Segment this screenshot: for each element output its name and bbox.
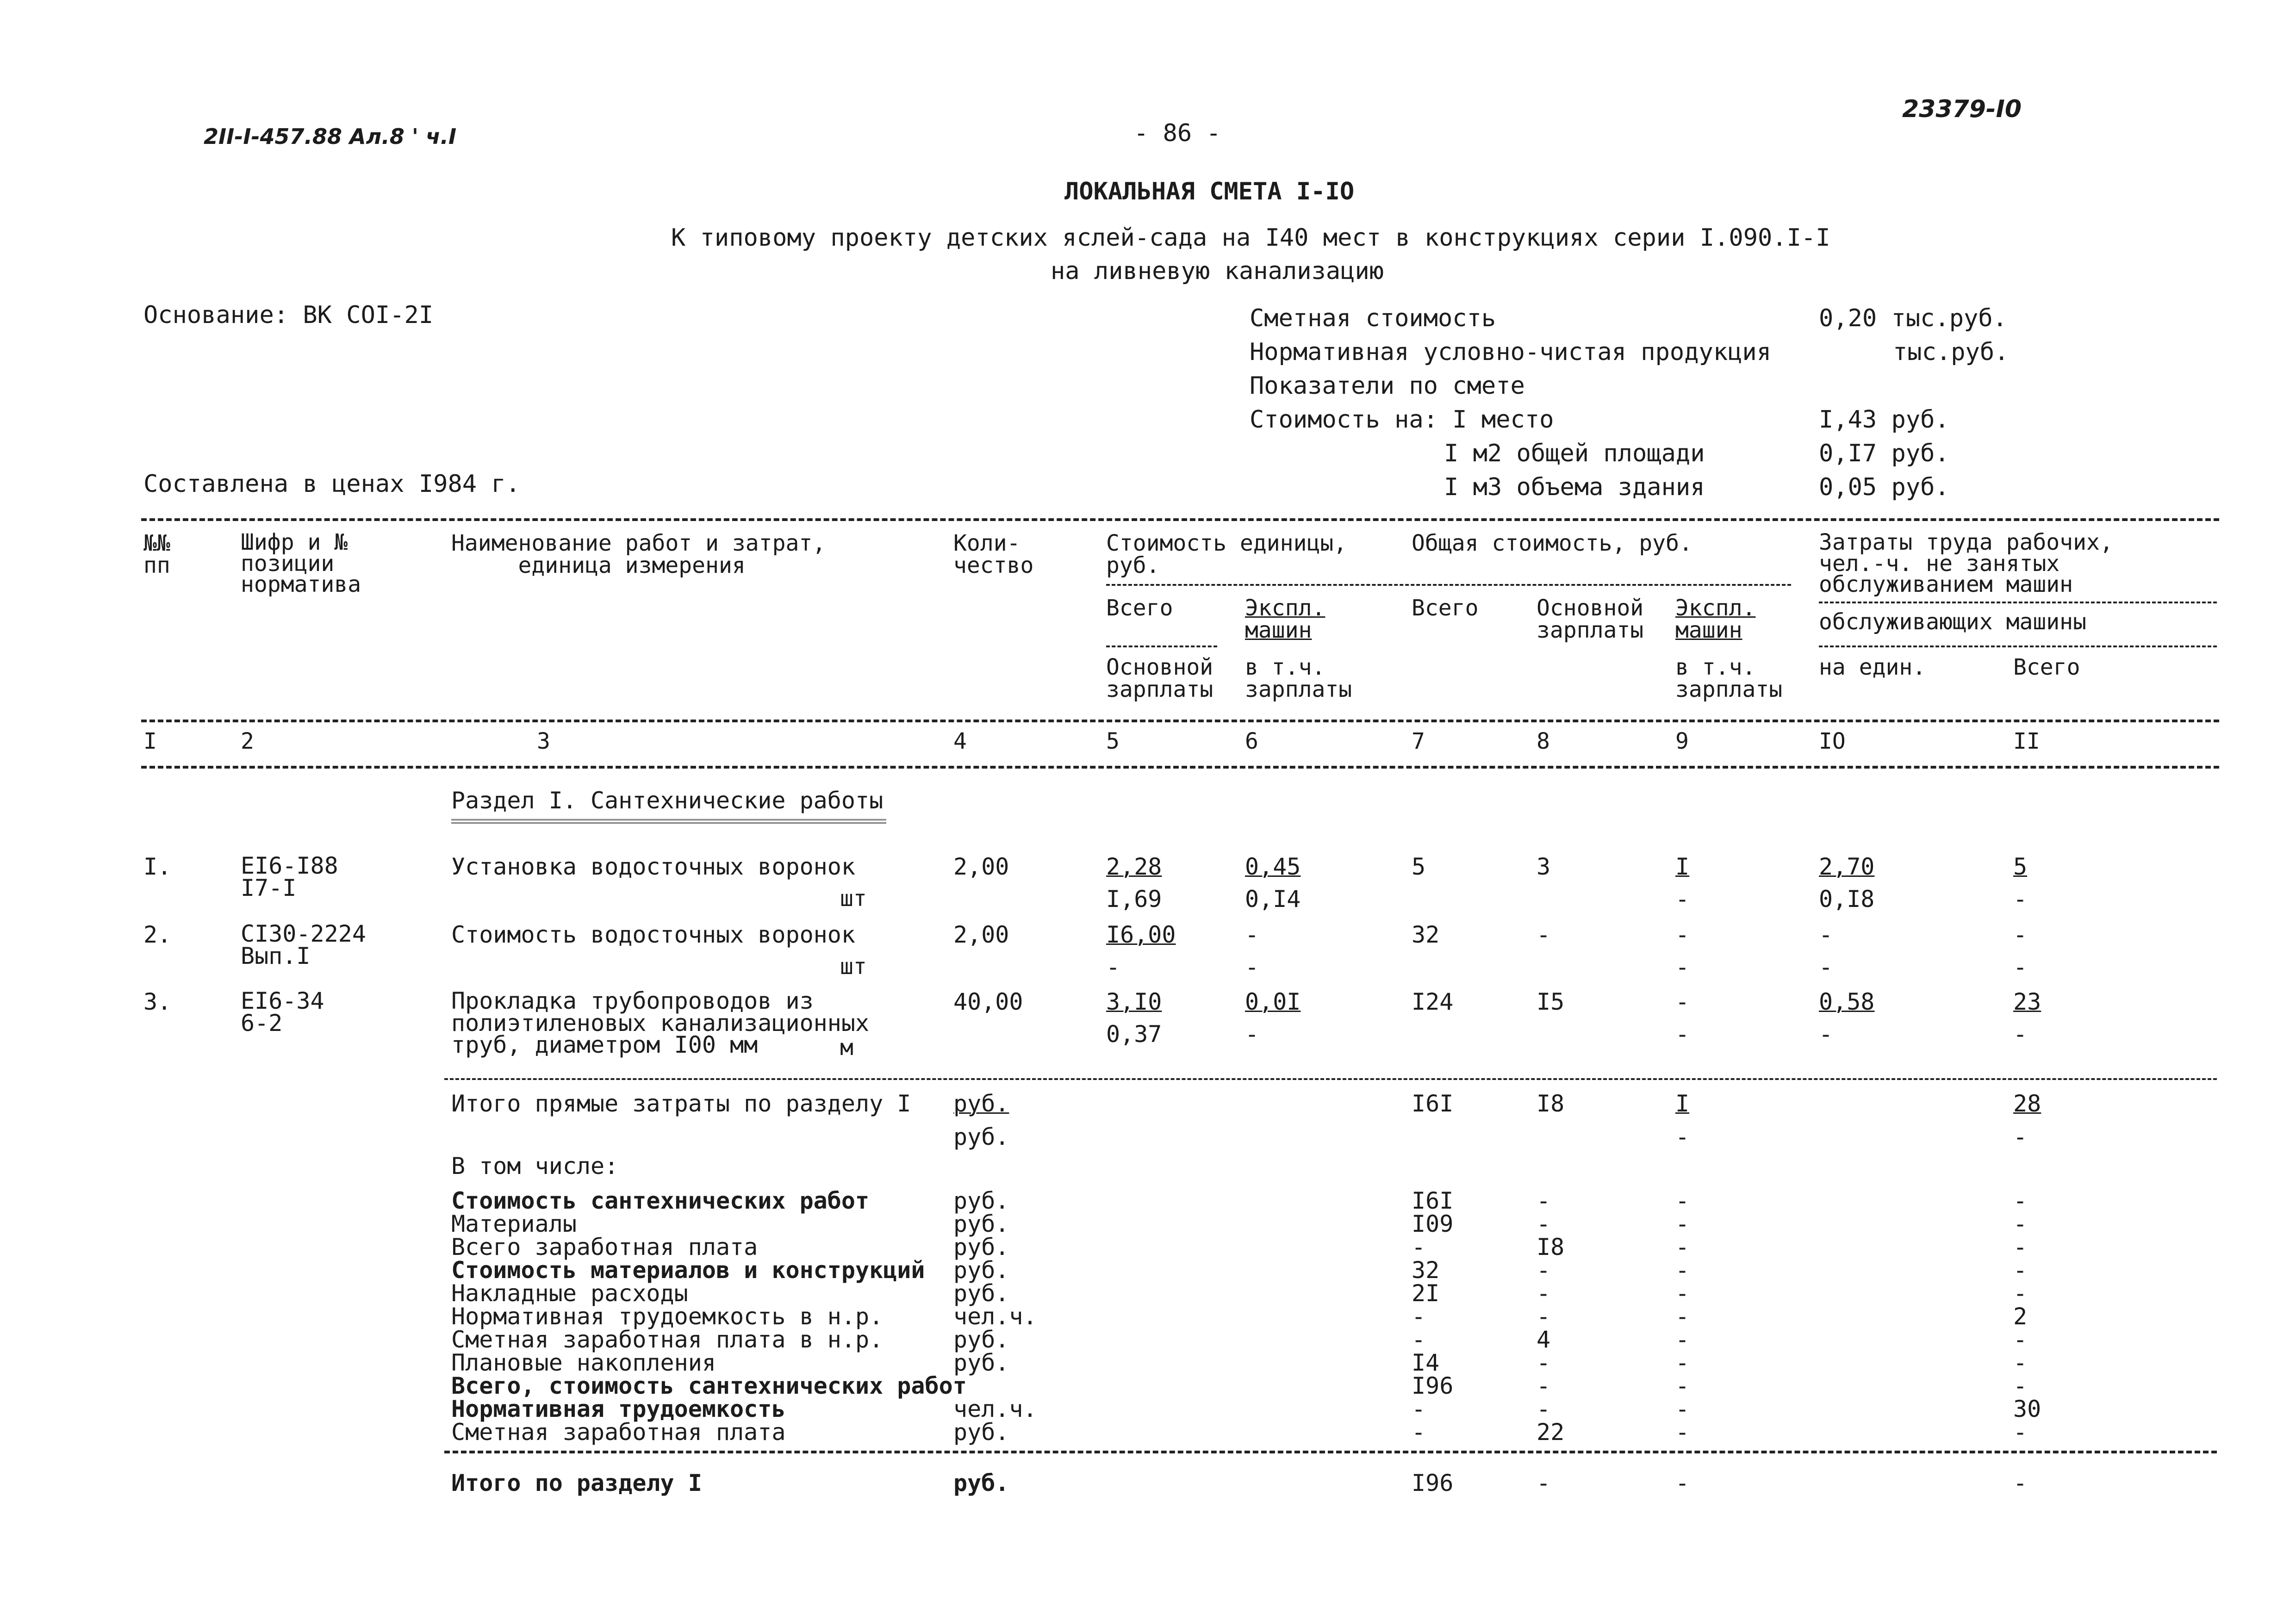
col-header-7: Всего xyxy=(1412,595,1479,621)
col-header-6-bottom: в т.ч. зарплаты xyxy=(1245,654,1352,702)
table-rule xyxy=(444,1451,2217,1453)
detail-labor: - xyxy=(2013,1234,2028,1260)
detail-label: Накладные расходы xyxy=(451,1280,688,1307)
row-unit-total: 2,28 xyxy=(1106,853,1162,880)
header-sub-rule xyxy=(1819,602,2217,603)
row-number: 3. xyxy=(143,988,172,1015)
detail-machines: - xyxy=(1675,1280,1690,1307)
basis: Основание: ВК СОI-2I xyxy=(143,301,434,329)
detail-unit: руб. xyxy=(953,1234,1009,1260)
row-code: СI30-2224 Вып.I xyxy=(241,920,366,969)
detail-labor: - xyxy=(2013,1419,2028,1446)
detail-unit: руб. xyxy=(953,1187,1009,1214)
col-number: IO xyxy=(1819,728,1846,754)
summary-label: I м2 общей площади xyxy=(1444,440,1705,467)
detail-machines: - xyxy=(1675,1349,1690,1376)
detail-label: Плановые накопления xyxy=(451,1349,716,1376)
row-number: I. xyxy=(143,853,172,880)
row-total: I24 xyxy=(1412,988,1454,1015)
detail-machines: - xyxy=(1675,1303,1690,1330)
row-name: Прокладка трубопроводов из полиэтиленовых канализационных труб, диаметром I00 мм xyxy=(451,987,870,1058)
detail-unit: чел.ч. xyxy=(953,1303,1037,1330)
row-unit-wage: 0,37 xyxy=(1106,1021,1162,1048)
detail-label: Сметная заработная плата xyxy=(451,1419,786,1446)
col-number: II xyxy=(2013,728,2040,754)
estimate-title: ЛОКАЛЬНАЯ СМЕТА I-IO xyxy=(1064,178,1355,205)
detail-wage: I8 xyxy=(1537,1234,1565,1260)
section-total-machines: - xyxy=(1675,1470,1690,1496)
detail-cost: I4 xyxy=(1412,1349,1440,1376)
col-header-labor-sub: обслуживающих машины xyxy=(1819,609,2086,635)
row-unit-machine-wage: - xyxy=(1245,954,1259,981)
col-number: 3 xyxy=(537,728,550,754)
detail-cost: 2I xyxy=(1412,1280,1440,1307)
col-header-9-top: Экспл. машин xyxy=(1675,595,1756,643)
header-sub-rule xyxy=(1106,584,1791,586)
section-total-wage: - xyxy=(1537,1470,1551,1496)
detail-labor: - xyxy=(2013,1349,2028,1376)
col-number: I xyxy=(143,728,157,754)
detail-labor: 30 xyxy=(2013,1396,2041,1422)
row-labor-total-machines: - xyxy=(2013,954,2028,981)
row-total-wage: 3 xyxy=(1537,853,1551,880)
row-total-machines: - xyxy=(1675,921,1690,948)
col-header-labor: Затраты труда рабочих, чел.-ч. не занятых обслуживанием машин xyxy=(1819,529,2113,598)
detail-label: Сметная заработная плата в н.р. xyxy=(451,1326,884,1353)
row-total-machine-wage: - xyxy=(1675,886,1690,912)
detail-machines: - xyxy=(1675,1234,1690,1260)
row-labor-unit: - xyxy=(1819,921,1833,948)
detail-labor: 2 xyxy=(2013,1303,2028,1330)
col-number: 6 xyxy=(1245,728,1258,754)
row-unit-machines: - xyxy=(1245,921,1259,948)
row-unit-wage: I,69 xyxy=(1106,886,1162,912)
detail-wage: - xyxy=(1537,1280,1551,1307)
col-number: 7 xyxy=(1412,728,1425,754)
row-unit: шт xyxy=(840,954,867,980)
row-labor-unit: 0,58 xyxy=(1819,988,1875,1015)
row-quantity: 2,00 xyxy=(953,853,1009,880)
col-number: 9 xyxy=(1675,728,1689,754)
total-direct-machines: I xyxy=(1675,1090,1690,1117)
row-unit-machines: 0,45 xyxy=(1245,853,1301,880)
row-unit-machine-wage: 0,I4 xyxy=(1245,886,1301,912)
detail-wage: - xyxy=(1537,1187,1551,1214)
total-direct-labor: 28 xyxy=(2013,1090,2041,1117)
summary-value: 0,I7 руб. xyxy=(1819,440,1949,467)
row-name: Установка водосточных воронок xyxy=(451,853,855,880)
total-direct-unit: руб. xyxy=(953,1123,1009,1150)
row-quantity: 40,00 xyxy=(953,988,1023,1015)
row-total-machines: - xyxy=(1675,988,1690,1015)
table-rule xyxy=(444,1078,2217,1080)
row-unit: м xyxy=(840,1035,853,1061)
col-header-name: Наименование работ и затрат, единица измерения xyxy=(451,530,826,578)
detail-labor: - xyxy=(2013,1257,2028,1284)
detail-labor: - xyxy=(2013,1187,2028,1214)
row-labor-total: 5 xyxy=(2013,853,2028,880)
detail-unit: руб. xyxy=(953,1326,1009,1353)
section-total-cost: I96 xyxy=(1412,1470,1454,1496)
detail-wage: 22 xyxy=(1537,1419,1565,1446)
col-header-9-bottom: в т.ч. зарплаты xyxy=(1675,654,1783,702)
section-total-unit: руб. xyxy=(953,1470,1009,1496)
summary-label: Сметная стоимость xyxy=(1250,304,1496,332)
col-number: 2 xyxy=(241,728,254,754)
detail-wage: - xyxy=(1537,1396,1551,1422)
summary-label: Нормативная условно-чистая продукция xyxy=(1250,338,1772,366)
detail-unit: руб. xyxy=(953,1419,1009,1446)
col-header-11: Всего xyxy=(2013,654,2080,680)
row-total-wage: I5 xyxy=(1537,988,1565,1015)
row-total: 5 xyxy=(1412,853,1426,880)
section-title: Раздел I. Сантехнические работы xyxy=(451,787,884,814)
detail-machines: - xyxy=(1675,1419,1690,1446)
detail-cost: - xyxy=(1412,1326,1426,1353)
estimate-subtitle-2: на ливневую канализацию xyxy=(1051,257,1384,285)
detail-wage: - xyxy=(1537,1349,1551,1376)
detail-unit: руб. xyxy=(953,1210,1009,1237)
detail-wage: - xyxy=(1537,1372,1551,1399)
detail-machines: - xyxy=(1675,1210,1690,1237)
row-labor-unit-machines: - xyxy=(1819,1021,1833,1048)
detail-labor: - xyxy=(2013,1280,2028,1307)
header-sub-rule xyxy=(1819,646,2217,647)
summary-label: I м3 объема здания xyxy=(1444,473,1705,501)
summary-value: тыс.руб. xyxy=(1893,338,2009,366)
col-header-5-bottom: Основной зарплаты xyxy=(1106,654,1213,702)
detail-wage: - xyxy=(1537,1303,1551,1330)
row-code: ЕI6-34 6-2 xyxy=(241,987,324,1037)
section-total-labor: - xyxy=(2013,1470,2028,1496)
document-code: 2II-I-457.88 Ал.8 ' ч.I xyxy=(204,124,457,149)
detail-label: Материалы xyxy=(451,1210,577,1237)
row-total-machines: I xyxy=(1675,853,1690,880)
col-header-10: на един. xyxy=(1819,654,1926,680)
detail-machines: - xyxy=(1675,1187,1690,1214)
summary-label: Показатели по смете xyxy=(1250,372,1525,400)
row-labor-total: 23 xyxy=(2013,988,2041,1015)
prices-year: Составлена в ценах I984 г. xyxy=(143,470,520,498)
page-number: - 86 - xyxy=(1134,119,1221,147)
header-sub-rule xyxy=(1106,646,1217,647)
detail-label: Всего заработная плата xyxy=(451,1234,758,1260)
col-header-total-cost: Общая стоимость, руб. xyxy=(1412,530,1692,556)
row-total-machine-wage: - xyxy=(1675,954,1690,981)
detail-label: Нормативная трудоемкость xyxy=(451,1396,786,1422)
row-unit-machine-wage: - xyxy=(1245,1021,1259,1048)
table-top-rule xyxy=(141,518,2219,521)
detail-cost: - xyxy=(1412,1419,1426,1446)
detail-label: Всего, стоимость сантехнических работ xyxy=(451,1372,967,1399)
detail-unit: руб. xyxy=(953,1257,1009,1284)
total-direct-label: Итого прямые затраты по разделу I xyxy=(451,1090,911,1117)
row-labor-total-machines: - xyxy=(2013,1021,2028,1048)
row-unit-machines: 0,0I xyxy=(1245,988,1301,1015)
detail-labor: - xyxy=(2013,1210,2028,1237)
detail-machines: - xyxy=(1675,1396,1690,1422)
summary-value: 0,20 тыс.руб. xyxy=(1819,304,2007,332)
total-direct-unit: руб. xyxy=(953,1090,1009,1117)
row-unit-total: I6,00 xyxy=(1106,921,1176,948)
summary-value: 0,05 руб. xyxy=(1819,473,1949,501)
total-direct-machine-wage: - xyxy=(1675,1123,1690,1150)
row-unit: шт xyxy=(840,886,867,912)
detail-machines: - xyxy=(1675,1257,1690,1284)
col-header-6-top: Экспл. машин xyxy=(1245,595,1325,643)
col-number: 5 xyxy=(1106,728,1120,754)
detail-label: Стоимость сантехнических работ xyxy=(451,1187,870,1214)
row-labor-unit-machines: - xyxy=(1819,954,1833,981)
detail-wage: - xyxy=(1537,1257,1551,1284)
summary-label: Стоимость на: I место xyxy=(1250,406,1554,434)
including-label: В том числе: xyxy=(451,1153,619,1179)
detail-labor: - xyxy=(2013,1326,2028,1353)
row-unit-wage: - xyxy=(1106,954,1120,981)
detail-wage: 4 xyxy=(1537,1326,1551,1353)
row-labor-total-machines: - xyxy=(2013,886,2028,912)
row-labor-total: - xyxy=(2013,921,2028,948)
detail-unit: руб. xyxy=(953,1349,1009,1376)
row-unit-total: 3,I0 xyxy=(1106,988,1162,1015)
col-header-number: №№ пп xyxy=(143,530,170,578)
section-title-underline xyxy=(451,819,886,824)
detail-label: Нормативная трудоемкость в н.р. xyxy=(451,1303,884,1330)
detail-cost: I09 xyxy=(1412,1210,1454,1237)
col-header-quantity: Коли- чество xyxy=(953,530,1034,578)
col-number: 4 xyxy=(953,728,967,754)
detail-cost: - xyxy=(1412,1396,1426,1422)
total-direct-cost: I6I xyxy=(1412,1090,1454,1117)
row-code: ЕI6-I88 I7-I xyxy=(241,852,338,901)
row-total-machine-wage: - xyxy=(1675,1021,1690,1048)
col-header-8: Основной зарплаты xyxy=(1537,595,1644,643)
col-header-code: Шифр и № позиции норматива xyxy=(241,529,361,598)
detail-unit: чел.ч. xyxy=(953,1396,1037,1422)
detail-cost: 32 xyxy=(1412,1257,1440,1284)
detail-cost: - xyxy=(1412,1303,1426,1330)
row-quantity: 2,00 xyxy=(953,921,1009,948)
row-total-wage: - xyxy=(1537,921,1551,948)
col-number: 8 xyxy=(1537,728,1550,754)
detail-unit: руб. xyxy=(953,1280,1009,1307)
detail-cost: I96 xyxy=(1412,1372,1454,1399)
detail-labor: - xyxy=(2013,1372,2028,1399)
total-direct-labor-machines: - xyxy=(2013,1123,2028,1150)
summary-value: I,43 руб. xyxy=(1819,406,1949,434)
row-labor-unit-machines: 0,I8 xyxy=(1819,886,1875,912)
total-direct-wage: I8 xyxy=(1537,1090,1565,1117)
detail-cost: I6I xyxy=(1412,1187,1454,1214)
section-total-label: Итого по разделу I xyxy=(451,1470,702,1496)
table-rule xyxy=(141,720,2219,722)
detail-cost: - xyxy=(1412,1234,1426,1260)
detail-wage: - xyxy=(1537,1210,1551,1237)
row-total: 32 xyxy=(1412,921,1440,948)
col-header-unit-cost: Стоимость единицы, руб. xyxy=(1106,530,1347,578)
detail-machines: - xyxy=(1675,1326,1690,1353)
row-labor-unit: 2,70 xyxy=(1819,853,1875,880)
col-header-5-top: Всего xyxy=(1106,595,1173,621)
estimate-subtitle-1: К типовому проекту детских яслей-сада на I40 мест в конструкциях серии I.090.I-I xyxy=(671,224,1830,252)
detail-label: Стоимость материалов и конструкций xyxy=(451,1257,925,1284)
archive-stamp: 23379-I0 xyxy=(1902,95,2022,123)
table-rule xyxy=(141,766,2219,769)
row-number: 2. xyxy=(143,921,172,948)
detail-machines: - xyxy=(1675,1372,1690,1399)
row-name: Стоимость водосточных воронок xyxy=(451,921,855,948)
